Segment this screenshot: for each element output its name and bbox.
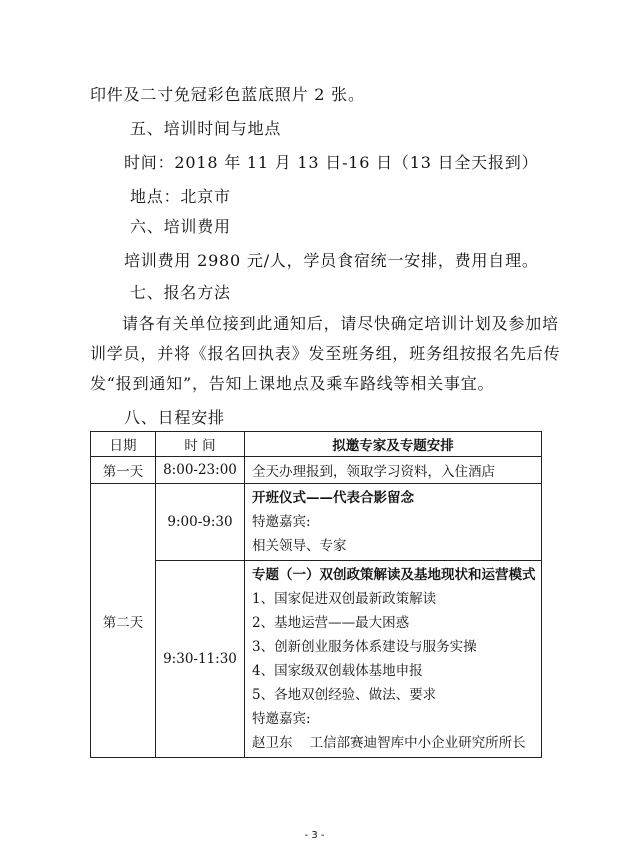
day1-content: 全天办理报到，领取学习资料，入住酒店 bbox=[245, 457, 542, 484]
day2-session2-time: 9:30-11:30 bbox=[156, 561, 245, 758]
session2-line: 1、国家促进双创最新政策解读 bbox=[252, 591, 437, 607]
heading-section-7: 七、报名方法 bbox=[130, 283, 231, 302]
day2-session1-content bbox=[245, 484, 542, 561]
paragraph-materials: 印件及二寸免冠彩色蓝底照片 2 张。 bbox=[90, 85, 365, 104]
session2-line: 赵卫东 工信部赛迪智库中小企业研究所所长 bbox=[252, 735, 526, 751]
session2-line: 3、创新创业服务体系建设与服务实操 bbox=[252, 639, 477, 655]
session1-line: 相关领导、专家 bbox=[252, 538, 347, 554]
header-date: 日期 bbox=[91, 432, 156, 457]
training-place: 地点：北京市 bbox=[130, 187, 231, 206]
session2-line: 特邀嘉宾: bbox=[252, 711, 311, 727]
registration-line-1: 请各有关单位接到此通知后，请尽快确定培训计划及参加培 bbox=[122, 314, 559, 333]
page-number: - 3 - bbox=[304, 830, 325, 841]
session2-title: 专题（一）双创政策解读及基地现状和运营模式 bbox=[252, 567, 536, 583]
table-header-row bbox=[91, 432, 542, 457]
heading-section-8: 八、日程安排 bbox=[124, 408, 225, 427]
day1-time: 8:00-23:00 bbox=[156, 457, 245, 484]
session1-title: 开班仪式——代表合影留念 bbox=[252, 490, 414, 506]
header-time: 时 间 bbox=[156, 432, 245, 457]
table-row bbox=[91, 484, 542, 561]
session2-line: 2、基地运营——最大困惑 bbox=[252, 615, 410, 631]
day2-session1-time: 9:00-9:30 bbox=[156, 484, 245, 561]
heading-section-5: 五、培训时间与地点 bbox=[130, 119, 282, 138]
session2-line: 4、国家级双创载体基地申报 bbox=[252, 663, 423, 679]
training-fee: 培训费用 2980 元/人，学员食宿统一安排，费用自理。 bbox=[124, 251, 539, 270]
table-row bbox=[91, 561, 542, 758]
training-time: 时间：2018 年 11 月 13 日-16 日（13 日全天报到） bbox=[124, 153, 539, 172]
table-row bbox=[91, 457, 542, 484]
header-content: 拟邀专家及专题安排 bbox=[245, 432, 542, 457]
registration-line-3: 发“报到通知”，告知上课地点及乘车路线等相关事宜。 bbox=[90, 374, 495, 393]
registration-line-2: 训学员，并将《报名回执表》发至班务组，班务组按报名先后传 bbox=[90, 344, 561, 363]
day1-date: 第一天 bbox=[91, 457, 156, 484]
session1-line: 特邀嘉宾: bbox=[252, 514, 311, 530]
day2-session2-content bbox=[245, 561, 542, 758]
day2-date: 第二天 bbox=[91, 484, 156, 758]
schedule-table bbox=[90, 431, 542, 758]
heading-section-6: 六、培训费用 bbox=[130, 217, 231, 236]
session2-line: 5、各地双创经验、做法、要求 bbox=[252, 687, 437, 703]
